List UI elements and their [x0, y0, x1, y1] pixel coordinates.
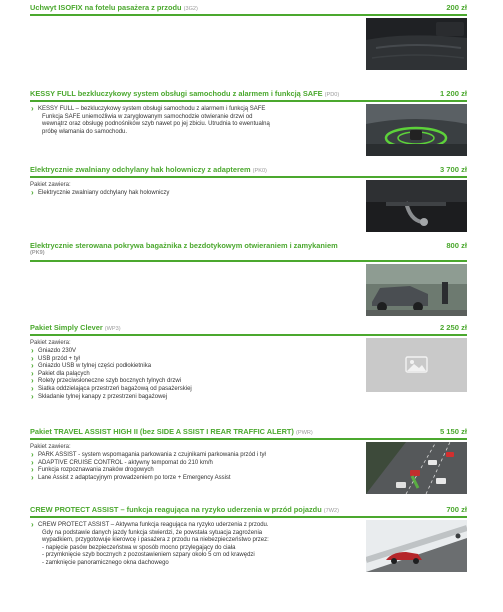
description-line: wypadkiem, przygotowuje kierowcę i pasażera z przodu na niebezpieczeństwo przez: — [42, 537, 269, 544]
isofix-seat-photo — [366, 18, 467, 70]
package-item: › Składanie tylnej kanapy z przestrzeni bagażowej — [30, 394, 360, 402]
option-price: 200 zł — [446, 3, 467, 12]
option-price: 1 200 zł — [439, 89, 467, 98]
option-simply-clever — [30, 322, 467, 401]
option-title: Elektrycznie zwalniany odchylany hak holowniczy z adapterem (PK0) — [30, 165, 267, 174]
option-title: Pakiet TRAVEL ASSIST HIGH II (bez SIDE A SSIST I REAR TRAFFIC ALERT) (PWR) — [30, 427, 313, 436]
package-label: Pakiet zawiera: — [30, 340, 71, 346]
option-header — [30, 164, 467, 178]
option-code: (PWR) — [295, 430, 313, 436]
option-price: 2 250 zł — [439, 323, 467, 332]
package-label: Pakiet zawiera: — [30, 444, 71, 450]
option-tow-hook — [30, 164, 467, 198]
option-isofix — [30, 2, 467, 16]
package-item: › ADAPTIVE CRUISE CONTROL - aktywny tempomat do 210 km/h — [30, 460, 360, 468]
option-code: (PK9) — [30, 250, 45, 256]
package-item: › USB przód + tył — [30, 356, 360, 364]
package-item: › Siatka oddzielająca przestrzeń bagażową od pasażerskiej — [30, 386, 360, 394]
option-kessy — [30, 88, 467, 136]
option-header — [30, 88, 467, 102]
description-line: Gdy na podstawie danych jazdy funkcja stwierdzi, że powstała sytuacja zagrożenia — [42, 529, 263, 536]
package-item: › Funkcja rozpoznawania znaków drogowych — [30, 467, 360, 475]
package-item: › Rolety przeciwsłoneczne szyb bocznych tylnych drzwi — [30, 378, 360, 386]
option-price: 5 150 zł — [439, 427, 467, 436]
package-item: › Elektrycznie zwalniany odchylany hak holowniczy — [30, 190, 360, 198]
description-line: wewnątrz oraz obsługę podnośników szyb nawet po jej zbiciu. Utrudnia to ewentualną — [42, 121, 270, 128]
travel-assist-photo — [366, 442, 467, 494]
watermark-logo: OTOMOTO — [8, 602, 41, 608]
package-item: › PARK ASSIST - system wspomagania parkowania z czujnikami parkowania przód i tył — [30, 452, 360, 460]
description-line: › KESSY FULL – bezkluczykowy system obsługi samochodu z alarmem i funkcją SAFE — [30, 106, 360, 114]
option-code: (7W2) — [323, 508, 340, 514]
package-item: › Gniazdo 230V — [30, 348, 360, 356]
image-placeholder — [366, 338, 467, 392]
tow-hook-photo — [366, 180, 467, 232]
tailgate-photo — [366, 264, 467, 316]
option-title: Pakiet Simply Clever (WP3) — [30, 323, 121, 332]
option-title: Elektrycznie sterowana pokrywa bagażnika z bezdotykowym otwieraniem i zamykaniem (PK9) — [30, 241, 338, 256]
kessy-keyless-photo — [366, 104, 467, 156]
description-line: › CREW PROTECT ASSIST – Aktywna funkcja reagująca na ryzyko uderzenia z przodu. — [30, 522, 350, 530]
option-header — [30, 426, 467, 440]
option-price: 700 zł — [446, 505, 467, 514]
option-header — [30, 2, 467, 16]
option-power-tailgate — [30, 240, 467, 262]
option-header — [30, 504, 467, 518]
option-title: KESSY FULL bezkluczykowy system obsługi samochodu z alarmem i funkcją SAFE (PD0) — [30, 89, 340, 98]
option-code: (3G2) — [183, 6, 198, 12]
description-line: - zamknięcie panoramicznego okna dachowego — [42, 559, 169, 566]
package-item: › Gniazdo USB w tylnej części podłokietnika — [30, 363, 360, 371]
option-code: (PD0) — [324, 92, 340, 98]
option-price: 3 700 zł — [439, 165, 467, 174]
option-header — [30, 240, 467, 262]
option-title: CREW PROTECT ASSIST – funkcja reagująca na ryzyko uderzenia w przód pojazdu (7W2) — [30, 505, 340, 514]
option-code: (WP3) — [104, 326, 121, 332]
description-line: - napięcie pasów bezpieczeństwa w sposób mocno przylegający do ciała — [42, 544, 236, 551]
description-line: Funkcja SAFE uniemożliwia w zaryglowanym samochodzie otwieranie drzwi od — [42, 113, 253, 120]
option-crew-protect — [30, 504, 467, 568]
option-price: 800 zł — [446, 241, 467, 250]
crew-protect-photo — [366, 520, 467, 572]
option-travel-assist — [30, 426, 467, 482]
package-label: Pakiet zawiera: — [30, 182, 71, 188]
package-item: › Pakiet dla palących — [30, 371, 360, 379]
description-line: - przymknięcie szyb bocznych z pozostawieniem szpary około 5 cm od krawędzi — [42, 552, 255, 559]
package-item: › Lane Assist z adaptacyjnym prowadzeniem po torze + Emergency Assist — [30, 475, 360, 483]
option-code: (PK0) — [252, 168, 267, 174]
option-header — [30, 322, 467, 336]
description-line: próbę włamania do samochodu. — [42, 128, 128, 135]
option-title: Uchwyt ISOFIX na fotelu pasażera z przodu (3G2) — [30, 3, 198, 12]
